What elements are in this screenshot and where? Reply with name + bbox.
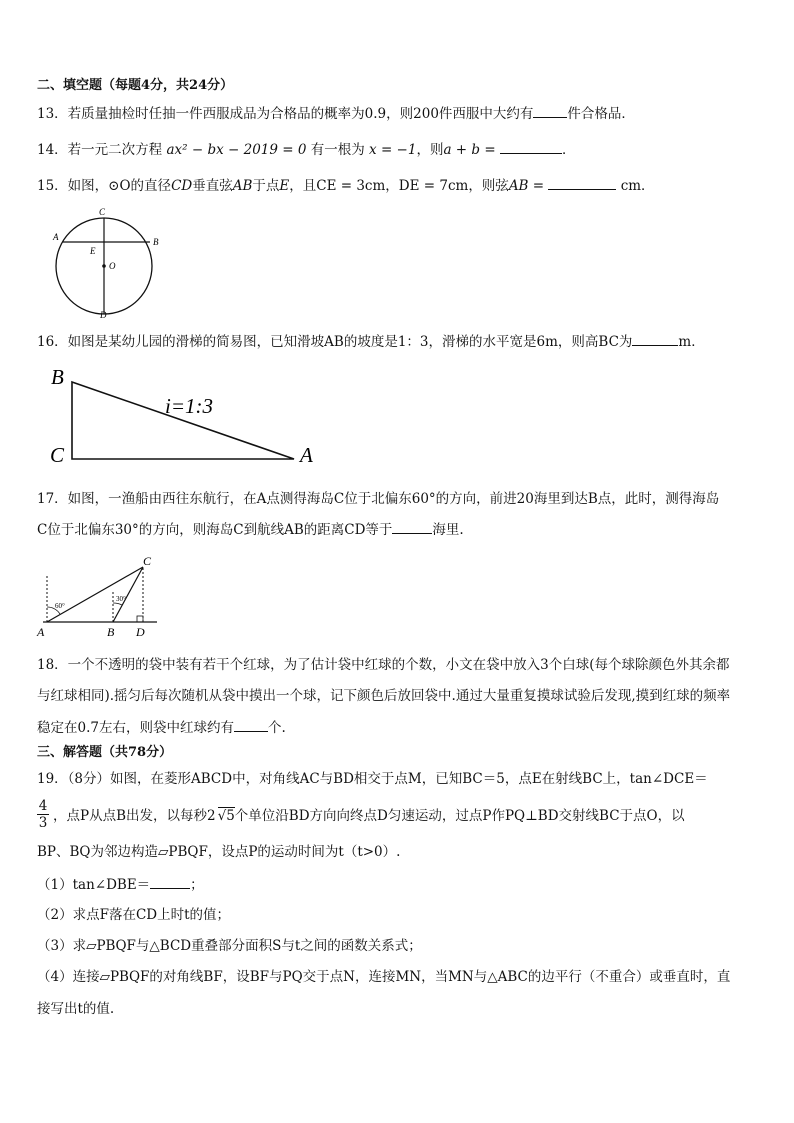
right-angle-mark: [137, 616, 143, 622]
q16-text: 16．如图是某幼儿园的滑梯的简易图，已知滑坡AB的坡度是1：3，滑梯的水平宽是6m，则高BC为: [37, 334, 633, 350]
q19-text-a: ，点P从点B出发，以每秒2: [53, 808, 216, 824]
label-a: A: [37, 625, 45, 639]
label-o: O: [109, 261, 116, 271]
q19-sub1-text: （1）tan∠DBE＝: [37, 877, 151, 893]
q14-text-then: ，则: [416, 142, 444, 158]
label-b: B: [107, 625, 115, 639]
q14-ask: a + b =: [443, 142, 496, 158]
q18-text: 稳定在0.7左右，则袋中红球约有: [37, 720, 234, 736]
angle-arc-b: [113, 603, 122, 605]
label-e: E: [90, 246, 96, 256]
label-b: B: [153, 237, 159, 247]
slope-label: i=1:3: [165, 394, 213, 418]
question-19-line-3: BP、BQ为邻边构造▱PBQF，设点P的运动时间为t（t>0）.: [37, 844, 401, 860]
q15-text-b: 垂直弦: [192, 178, 233, 194]
question-16: [37, 332, 705, 351]
angle-label-60: 60°: [55, 602, 65, 610]
q16-unit: m．: [678, 334, 705, 350]
q18-end: 个.: [267, 720, 286, 736]
question-18-line-2: 与红球相同).摇匀后每次随机从袋中摸出一个球，记下颜色后放回袋中.通过大量重复摸球试验后发现,摸到红球的频率: [37, 688, 731, 704]
q13-blank[interactable]: [533, 104, 567, 118]
question-17-line-1: 17．如图，一渔船由西往东航行，在A点测得海岛C位于北偏东60°的方向，前进20海里到达B点，此时，测得海岛: [37, 491, 720, 507]
q14-blank[interactable]: [500, 140, 562, 154]
q14-end: ．: [561, 142, 576, 158]
q14-equation: ax² − bx − 2019 = 0: [166, 142, 307, 158]
q15-cd: CD: [171, 178, 193, 194]
q16-slide-figure: [44, 360, 334, 468]
question-17-line-2: [37, 520, 464, 539]
label-d: D: [136, 625, 145, 639]
q19-sqrt: √5: [217, 808, 235, 824]
q15-ce: CE = 3cm: [316, 178, 386, 194]
question-19-sub-3: （3）求▱PBQF与△BCD重叠部分面积S与t之间的函数关系式；: [37, 938, 422, 954]
q15-text-e: ，: [385, 178, 399, 194]
section-heading-fill: 二、填空题（每题4分，共24分）: [37, 78, 234, 93]
q14-text: 14．若一元二次方程: [37, 142, 163, 158]
q15-blank[interactable]: [548, 176, 616, 190]
q16-blank[interactable]: [632, 332, 678, 346]
q17-blank[interactable]: [392, 520, 432, 534]
q19-sub1-blank[interactable]: [150, 875, 190, 889]
q19-fraction-denominator: 3: [38, 815, 48, 831]
q14-text-root: 有一根为: [310, 142, 365, 158]
section-heading-answer: 三、解答题（共78分）: [37, 745, 173, 760]
q15-de: DE = 7cm: [398, 178, 469, 194]
q19-fraction-numerator: 4: [38, 798, 48, 814]
q15-text-c: 于点: [252, 178, 280, 194]
q15-e: E: [279, 178, 290, 194]
question-19-sub-2: （2）求点F落在CD上时t的值；: [37, 907, 231, 923]
q19-text-b: 个单位沿BD方向向终点D匀速运动，过点P作PQ⊥BD交射线BC于点O，以: [234, 808, 685, 824]
q14-root: x = −1: [369, 142, 417, 158]
question-18-line-3: [37, 718, 286, 737]
label-a: A: [53, 232, 59, 242]
label-b: B: [51, 365, 64, 389]
q19-sub1-end: ；: [190, 877, 204, 893]
center-point: [102, 264, 106, 268]
q17-end: 海里.: [432, 522, 464, 538]
q15-text-f: ，则弦: [468, 178, 509, 194]
q13-text-end: 件合格品．: [567, 106, 635, 122]
question-19-sub-4-line-2: 接写出t的值.: [37, 1001, 115, 1017]
q15-circle-figure: [50, 204, 170, 320]
question-19-sub-1: [37, 875, 204, 894]
angle-label-30: 30°: [116, 595, 126, 603]
question-18-line-1: 18．一个不透明的袋中装有若干个红球，为了估计袋中红球的个数，小文在袋中放入3个白球(每个球除颜色外其余都: [37, 657, 730, 673]
q17-text: C位于北偏东30°的方向，则海岛C到航线AB的距离CD等于: [37, 522, 393, 538]
question-15: [37, 176, 655, 195]
q17-bearing-figure: [35, 553, 165, 639]
question-19-sub-4-line-1: （4）连接▱PBQF的对角线BF，设BF与PQ交于点N，连接MN，当MN与△ABC的边平行（不重合）或垂直时，直: [37, 969, 731, 985]
q19-fraction: [37, 798, 49, 831]
q15-ab: AB: [232, 178, 253, 194]
q15-ab2: AB =: [508, 178, 545, 194]
q13-text: 13．若质量抽检时任抽一件西服成品为合格品的概率为0.9，则200件西服中大约有: [37, 106, 534, 122]
question-19-line-1: 19．（8分）如图，在菱形ABCD中，对角线AC与BD相交于点M，已知BC＝5，点E在射线BC上，tan∠DCE＝: [37, 771, 708, 787]
question-13: [37, 104, 635, 123]
question-14: [37, 140, 575, 159]
q15-text-d: ，且: [289, 178, 317, 194]
label-c: C: [50, 443, 65, 467]
q15-unit: cm．: [620, 178, 655, 194]
label-c: C: [99, 207, 106, 217]
label-c: C: [143, 554, 152, 568]
q18-blank[interactable]: [234, 718, 268, 732]
question-19-line-2: [53, 807, 685, 825]
q19-sqrt-value: 5: [226, 808, 235, 824]
label-a: A: [300, 443, 313, 467]
label-d: D: [100, 310, 107, 320]
q15-text: 15．如图，⊙O的直径: [37, 178, 172, 194]
